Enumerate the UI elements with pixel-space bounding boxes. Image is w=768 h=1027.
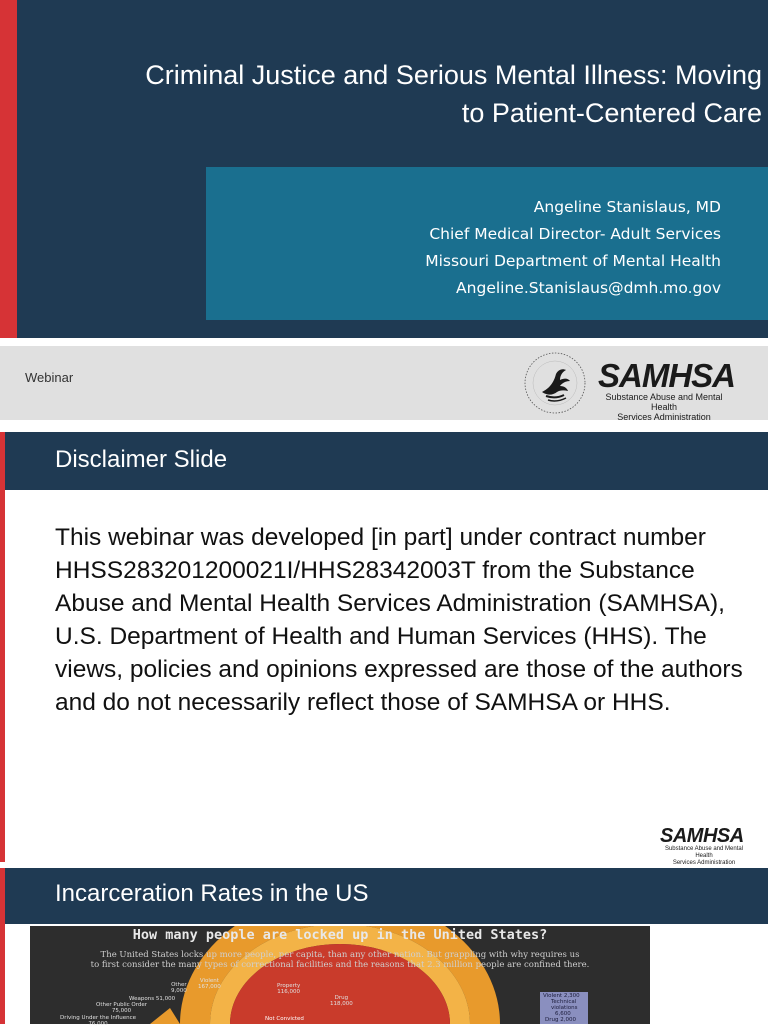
- infographic-subtitle: [30, 950, 650, 970]
- subtitle-line-2: to first consider the many types of correctional facilities and the reasons that 2.3 million people are confined there.: [90, 960, 590, 970]
- accent-bar: [0, 432, 5, 862]
- label-dui-name: Driving Under the Influence: [60, 1015, 137, 1021]
- presenter-org: Missouri Department of Mental Health: [425, 252, 721, 270]
- label-dui-value: 76,000: [88, 1021, 108, 1027]
- samhsa-wordmark: SAMHSA: [660, 825, 744, 847]
- samhsa-logo: [598, 357, 738, 422]
- presenter-name: Angeline Stanislaus, MD: [533, 198, 721, 216]
- label-drug-value: 118,000: [330, 1001, 353, 1007]
- label-violent-value: 167,000: [198, 984, 221, 990]
- disclaimer-text: This webinar was developed [in part] under contract number HHSS283201200021I/HHS28342003T from the Substance Abuse and Mental Health Services Administration (SAMHSA), U.S. Department of Health and Human Services (HHS). The views, policies and opinions expressed are those of the authors and do not necessarily reflect those of SAMHSA or HHS.: [55, 524, 743, 716]
- samhsa-logo: [660, 826, 752, 867]
- label-dui: [60, 1015, 136, 1027]
- label-not-convicted: Not Convicted: [265, 1016, 304, 1022]
- hhs-seal-icon: [520, 348, 590, 418]
- label-weapons-name: Weapons: [129, 996, 155, 1002]
- label-property: [277, 983, 300, 995]
- title-line-1: Criminal Justice and Serious Mental Illness: Moving: [145, 60, 762, 90]
- samhsa-tagline-line-1: Substance Abuse and Mental Health: [664, 846, 744, 859]
- subtitle-line-1: The United States locks up more people, per capita, than any other nation. But grappling with why requires us: [100, 950, 580, 960]
- label-weapons-value: 51,000: [155, 996, 176, 1002]
- samhsa-tagline-line-1: Substance Abuse and Mental Health: [605, 392, 723, 412]
- label-other-name: Other: [171, 982, 187, 988]
- label-violent: [198, 978, 221, 990]
- side-label-3: violations: [551, 1005, 578, 1011]
- samhsa-wordmark: SAMHSA: [598, 357, 736, 394]
- slide-title: Disclaimer Slide: [55, 446, 228, 473]
- samhsa-tagline-line-2: Services Administration: [672, 860, 736, 866]
- label-violent-name: Violent: [199, 978, 219, 984]
- label-other-public-order-value: 75,000: [111, 1008, 132, 1014]
- webinar-label: Webinar: [25, 370, 74, 385]
- label-drug-name: Drug: [334, 995, 349, 1001]
- label-drug: [330, 995, 353, 1007]
- slide-title: Incarceration Rates in the US: [55, 880, 369, 907]
- side-label-2: Technical: [551, 999, 577, 1005]
- side-label-4: 6,600: [555, 1011, 571, 1017]
- presenter-role: Chief Medical Director- Adult Services: [429, 225, 721, 243]
- label-other: [171, 982, 187, 994]
- presenter-info: [425, 194, 721, 302]
- side-label-1: Violent 2,300: [543, 993, 580, 999]
- label-other-value: 9,000: [171, 988, 187, 994]
- label-other-public-order: [96, 1002, 147, 1014]
- label-property-value: 116,000: [277, 989, 301, 995]
- infographic-title: How many people are locked up in the United States?: [132, 927, 548, 943]
- presenter-email: Angeline.Stanislaus@dmh.mo.gov: [456, 279, 721, 297]
- label-other-public-order-name: Other Public Order: [96, 1002, 148, 1008]
- presentation-title: [20, 56, 762, 132]
- accent-bar: [0, 0, 17, 338]
- title-line-2: to Patient-Centered Care: [461, 98, 762, 128]
- label-property-name: Property: [277, 983, 301, 989]
- side-label-5: Drug 2,000: [545, 1017, 576, 1023]
- samhsa-tagline-line-2: Services Administration: [617, 412, 711, 422]
